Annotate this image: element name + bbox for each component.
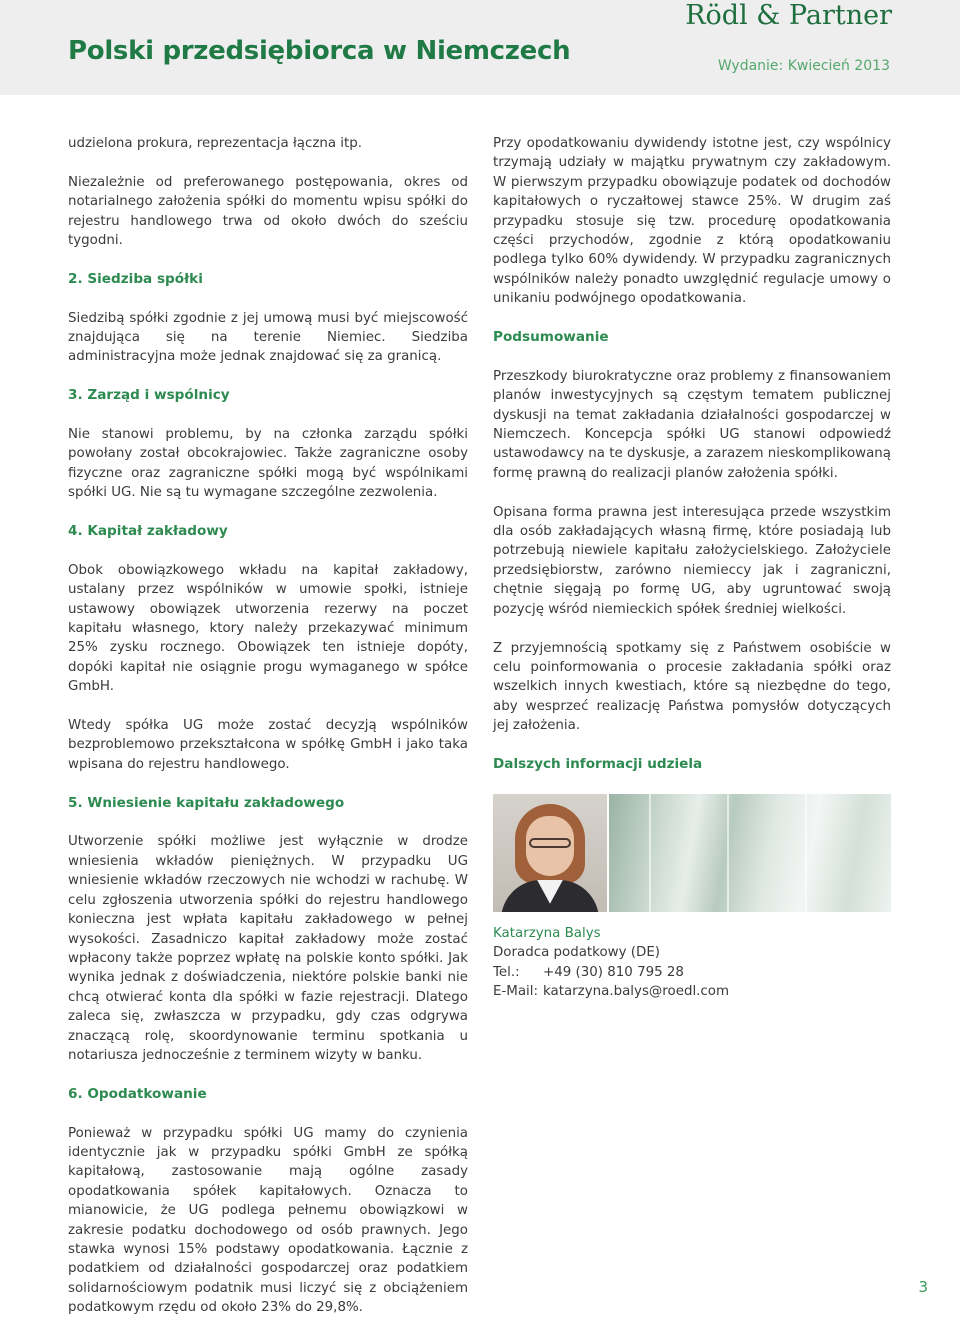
paragraph: Z przyjemnością spotkamy się z Państwem osobiście w celu poinformowania o procesie zakładania spółki oraz wszelkich innych kwestiach, które są niezbędne do tego, aby wesprzeć realizację Państwa pomysłów dotyczących jej założenia.	[493, 640, 891, 734]
contact-phone: +49 (30) 810 795 28	[543, 964, 684, 980]
right-column	[493, 134, 891, 1001]
paragraph: Niezależnie od preferowanego postępowania, okres od notarialnego założenia spółki do momentu wpisu spółki do rejestru handlowego trwa od około dwóch do sześciu tygodni.	[68, 174, 468, 249]
page-number: 3	[918, 1278, 928, 1296]
paragraph: Przeszkody biurokratyczne oraz problemy z finansowaniem planów inwestycyjnych są częstym tematem publicznej dyskusji na temat zakładania działalności gospodarczej w Niemczech. Koncepcja spółki UG stanowi odpowiedź ustawodawcy na te dyskusje, a zarazem nieskomplikowaną formę prawną do realizacji planów założenia spółki.	[493, 368, 891, 481]
paragraph: Utworzenie spółki możliwe jest wyłącznie w drodze wniesienia wkładów pieniężnych. W przypadku UG wniesienie wkładów rzeczowych nie wchodzi w rachubę. W celu zgłoszenia utworzenia spółki do rejestru handlowego konieczna jest wpłata kapitału zakładowego w pełnej wysokości. Zasadniczo kapitał zakładowy może zostać wpłacony także poprzez wpłatę na polskie konto spółki. Jak wynika jednak z doświadczenia, niektóre polskie banki nie chcą otwierać konta dla spółki w fazie rejestracji. Dlatego zaleca się, zwłaszcza w przypadku, gdy czas odgrywa znaczącą rolę, skoordynowanie terminu spotkania u notariusza jednocześnie z terminem wizyty w banku.	[68, 834, 468, 1063]
section-heading: 5. Wniesienie kapitału zakładowego	[68, 794, 345, 811]
edition-label: Wydanie: Kwiecień 2013	[717, 58, 890, 74]
contact-name: Katarzyna Balys	[493, 925, 601, 941]
section-heading: 4. Kapitał zakładowy	[68, 523, 228, 540]
page-header	[0, 0, 960, 95]
contact-email[interactable]: katarzyna.balys@roedl.com	[543, 983, 730, 999]
header-title: Polski przedsiębiorca w Niemczech	[68, 36, 571, 66]
section-heading: 6. Opodatkowanie	[68, 1085, 207, 1102]
tel-label: Tel.:	[493, 964, 520, 980]
paragraph: Opisana forma prawna jest interesująca przede wszystkim dla osób zakładających własną firmę, które posiadają lub potrzebują niewiele kapitału założycielskiego. Założyciele przedsiębiorstw, zarówno niemieccy jak i zagraniczni, chętnie sięgają po formę UG, aby ugruntować swoją pozycję wśród niemieckich spółek średniej wielkości.	[493, 504, 891, 617]
contact-photo	[493, 794, 607, 912]
paragraph: udzielona prokura, reprezentacja łączna itp.	[68, 136, 363, 151]
decorative-glass-image	[609, 794, 891, 912]
paragraph: Przy opodatkowaniu dywidendy istotne jest, czy wspólnicy trzymają udziały w majątku prywatnym czy zakładowym. W pierwszym przypadku obowiązuje podatek od dochodów kapitałowych o ryczałtowej stawce 25%. W drugim zaś przypadku stosuje się tzw. procedurę opodatkowania części przychodów, zgodnie z którą opodatkowaniu podlega tylko 60% dywidendy. W przypadku zagranicznych wspólników należy ponadto uwzględnić regulacje umowy o unikaniu podwójnego opodatkowania.	[493, 136, 891, 307]
section-heading: Dalszych informacji udziela	[493, 755, 703, 772]
paragraph: Wtedy spółka UG może zostać decyzją wspólników bezproblemowo przekształcona w spółkę GmbH i jako taka wpisana do rejestru handlowego.	[68, 718, 468, 772]
brand-logo: Rödl & Partner	[685, 0, 892, 31]
contact-role: Doradca podatkowy (DE)	[493, 945, 661, 961]
paragraph: Siedzibą spółki zgodnie z jej umową musi być miejscowość znajdująca się na terenie Niemiec. Siedziba administracyjna może jednak znajdować się za granicą.	[68, 310, 468, 365]
section-heading: 2. Siedziba spółki	[68, 270, 203, 287]
contact-card	[493, 924, 891, 1002]
paragraph: Ponieważ w przypadku spółki UG mamy do czynienia identycznie jak w przypadku spółki GmbH ze spółką kapitałową, zastosowanie mają ogólne zasady opodatkowania spółek kapitałowych. Oznacza to mianowicie, że UG podlega pełnemu obowiązkowi w zakresie podatku dochodowego od osób prawnych. Jego stawka wynosi 15% podstawy opodatkowania. Łącznie z podatkiem od działalności gospodarczej oraz podatkiem solidarnościowym podatnik musi liczyć się z obciążeniem podatkowym rzędu od około 23% do 29,8%.	[68, 1125, 468, 1316]
left-column	[68, 134, 468, 1337]
section-heading: 3. Zarząd i wspólnicy	[68, 387, 230, 404]
email-label: E-Mail:	[493, 983, 539, 999]
paragraph: Obok obowiązkowego wkładu na kapitał zakładowy, ustalany przez wspólników w umowie społki, istnieje ustawowy obowiązek utworzenia rezerwy na poczet kapitału własnego, ktory należy przekazywać minimum 25% zysku rocznego. Obowiązek ten istnieje dopóty, dopóki kapitał nie osiągnie progu wymaganego w spółce GmbH.	[68, 562, 468, 695]
paragraph: Nie stanowi problemu, by na członka zarządu spółki powołany został obcokrajowiec. Także zagraniczne osoby fizyczne oraz zagraniczne spółki mogą być wspólnikami spółki UG. Nie są tu wymagane szczególne zezwolenia.	[68, 427, 468, 501]
section-heading: Podsumowanie	[493, 329, 609, 346]
contact-photo-banner	[493, 794, 891, 912]
